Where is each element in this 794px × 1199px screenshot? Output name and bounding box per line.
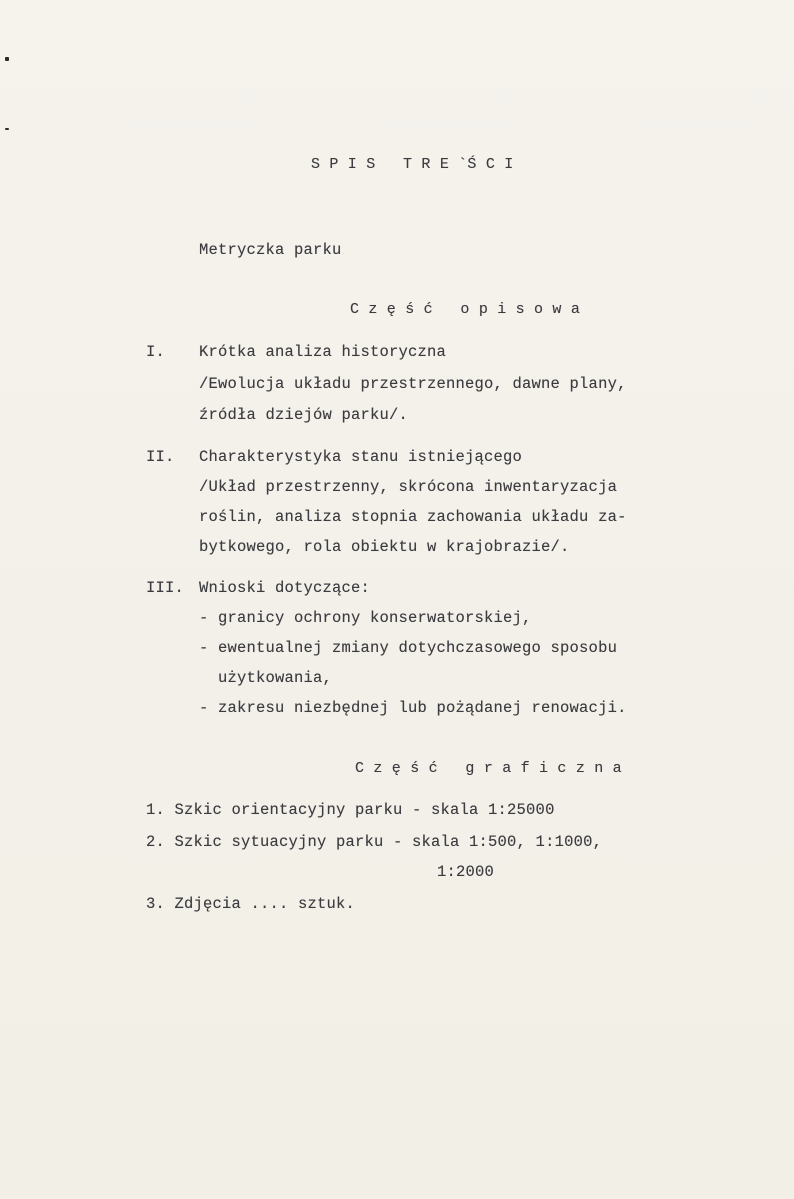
scan-mark-middle <box>5 128 9 130</box>
graficzna-item: 1. Szkic orientacyjny parku - skala 1:25000 <box>146 801 555 819</box>
scan-mark-top <box>5 57 9 61</box>
page-title: S P I S T R E `Ś C I <box>311 156 514 173</box>
opisowa-heading: C z ę ś ć o p i s o w a <box>350 301 581 318</box>
section-2-line: bytkowego, rola obiektu w krajobrazie/. <box>199 538 570 556</box>
section-3-line: - zakresu niezbędnej lub pożądanej renowacji. <box>199 699 627 717</box>
metryczka-entry: Metryczka parku <box>199 241 342 259</box>
section-2-numeral: II. <box>146 448 175 466</box>
graficzna-heading: C z ę ś ć g r a f i c z n a <box>355 760 622 777</box>
section-1-line: Krótka analiza historyczna <box>199 343 447 361</box>
section-3-line: Wnioski dotyczące: <box>199 579 371 597</box>
section-1-line: /Ewolucja układu przestrzennego, dawne plany, <box>199 375 627 393</box>
section-3-line: - granicy ochrony konserwatorskiej, <box>199 609 532 627</box>
graficzna-item-continuation: 1:2000 <box>437 863 495 881</box>
section-3-numeral: III. <box>146 579 185 597</box>
graficzna-item: 3. Zdjęcia .... sztuk. <box>146 895 356 913</box>
section-3-line: - ewentualnej zmiany dotychczasowego sposobu <box>199 639 618 657</box>
graficzna-item: 2. Szkic sytuacyjny parku - skala 1:500, 1:1000, <box>146 833 603 851</box>
section-1-line: źródła dziejów parku/. <box>199 406 409 424</box>
section-2-line: Charakterystyka stanu istniejącego <box>199 448 523 466</box>
section-2-line: roślin, analiza stopnia zachowania układu za- <box>199 508 627 526</box>
section-1-numeral: I. <box>146 343 166 361</box>
section-3-line: użytkowania, <box>199 669 333 687</box>
section-2-line: /Układ przestrzenny, skrócona inwentaryzacja <box>199 478 618 496</box>
